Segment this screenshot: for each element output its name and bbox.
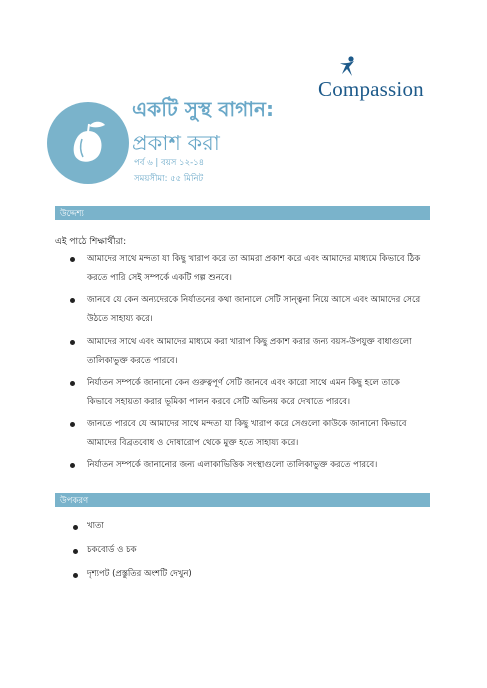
mango-icon xyxy=(68,119,108,167)
bullet-icon xyxy=(70,340,75,345)
objectives-heading-bar xyxy=(55,206,430,220)
material-text: চকবোর্ড ও চক xyxy=(87,545,137,555)
bullet-icon xyxy=(70,422,75,427)
bullet-icon xyxy=(73,525,78,530)
material-text: খাতা xyxy=(87,521,104,531)
objective-text: নির্যাতন সম্পর্কে জানানোর জন্য এলাকাভিত্তিক সংস্থাগুলো তালিকাভুক্ত করতে পারবে। xyxy=(87,460,378,470)
bullet-icon xyxy=(73,573,78,578)
compassion-logo xyxy=(318,55,433,100)
materials-heading: উপকরণ xyxy=(60,496,89,506)
lesson-title-line1: একটি সুস্থ বাগান: xyxy=(132,97,274,121)
bullet-icon xyxy=(73,549,78,554)
compassion-figure-icon xyxy=(338,55,358,77)
lesson-meta-duration: সময়সীমা: ৫৫ মিনিট xyxy=(134,174,204,184)
lesson-meta-episode-age: পর্ব ৬ | বয়স ১২-১৪ xyxy=(134,158,205,168)
lesson-title-line2: প্রকাশ করা xyxy=(132,131,220,155)
bullet-icon xyxy=(70,463,75,468)
material-text: দৃশ্যপট (প্রস্তুতির অংশটি দেখুন) xyxy=(87,569,192,579)
logo-wordmark: Compassion xyxy=(318,77,424,101)
objective-text: জানবে যে কেন অন্যদেরকে নির্যাতনের কথা জানালে সেটি সান্ত্বনা নিয়ে আসে এবং আমাদের সেরে উঠতে সাহায্য করে। xyxy=(87,295,421,324)
objectives-intro: এই পাঠে শিক্ষার্থীরা: xyxy=(55,237,127,247)
objective-text: আমাদের সাথে মন্দতা যা কিছু খারাপ করে তা আমরা প্রকাশ করে এবং আমাদের মাধ্যমে কিভাবে ঠিক করতে পারি সেই সম্পর্কে একটি গল্প শুনবে। xyxy=(87,254,421,283)
objective-text: জানতে পারবে যে আমাদের সাথে মন্দতা যা কিছু খারাপ করে সেগুলো কাউকে জানানো কিভাবে আমাদের বিব্রতবোধ ও দোষারোপ থেকে মুক্ত হতে সাহায্য করে। xyxy=(87,419,407,448)
bullet-icon xyxy=(70,257,75,262)
bullet-icon xyxy=(70,381,75,386)
lesson-badge xyxy=(47,102,129,184)
objective-text: নির্যাতন সম্পর্কে জানানো কেন গুরুত্বপূর্ণ সেটি জানবে এবং কারো সাথে এমন কিছু হলে তাকে কিভাবে সহায়তা করার ভূমিকা পালন করবে সেটি অভিনয় করে দেখাতে পারবে। xyxy=(87,378,400,407)
bullet-icon xyxy=(70,298,75,303)
objectives-heading: উদ্দেশ্য xyxy=(60,209,84,219)
objective-text: আমাদের সাথে এবং আমাদের মাধ্যমে করা খারাপ কিছু প্রকাশ করার জন্য বয়স-উপযুক্ত বাধাগুলো তালিকাভুক্ত করতে পারবে। xyxy=(87,337,412,366)
materials-heading-bar xyxy=(55,493,430,507)
